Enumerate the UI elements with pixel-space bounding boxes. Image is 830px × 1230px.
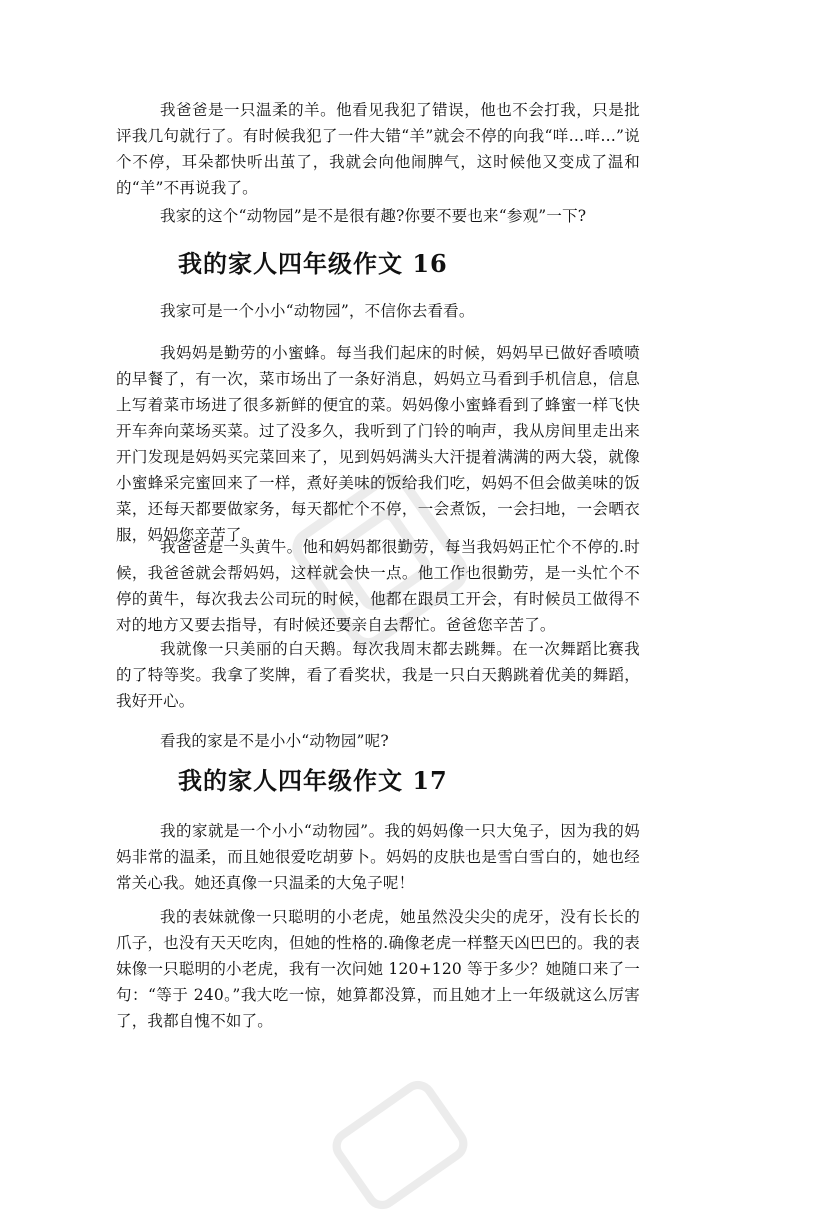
paragraph-intro-16: 我家可是一个小小“动物园”，不信你去看看。 (160, 302, 475, 320)
paragraph-mother-bee: 我妈妈是勤劳的小蜜蜂。每当我们起床的时候，妈妈早已做好香喷喷的早餐了，有一次，菜市场出了一条好消息，妈妈立马看到手机信息，信息上写着菜市场进了很多新鲜的便宜的菜。妈妈像小蜜蜂看到了蜂蜜一样飞快开车奔向菜场买菜。过了没多久，我听到了门铃的响声，我从房间里走出来开门发现是妈妈买完菜回来了，见到妈妈满头大汗提着满满的两大袋，就像小蜜蜂采完蜜回来了一样，煮好美味的饭给我们吃，妈妈不但会做美味的饭菜，还每天都要做家务，每天都忙个不停，一会煮饭，一会扫地，一会晒衣服，妈妈您辛苦了。 (116, 344, 640, 544)
paragraph-mother-rabbit: 我的家就是一个小小“动物园”。我的妈妈像一只大兔子，因为我的妈妈非常的温柔，而且她很爱吃胡萝卜。妈妈的皮肤也是雪白雪白的，她也经常关心我。她还真像一只温柔的大兔子呢！ (116, 822, 640, 892)
paragraph-me-swan: 我就像一只美丽的白天鹅。每次我周末都去跳舞。在一次舞蹈比赛我的了特等奖。我拿了奖牌，看了看奖状，我是一只白天鹅跳着优美的舞蹈，我好开心。 (116, 640, 640, 710)
paragraph-zoo-question: 我家的这个“动物园”是不是很有趣?你要不要也来“参观”一下? (160, 207, 587, 225)
paragraph-cousin-tiger: 我的表妹就像一只聪明的小老虎，她虽然没尖尖的虎牙，没有长长的爪子，也没有天天吃肉，但她的性格的.确像老虎一样整天凶巴巴的。我的表妹像一只聪明的小老虎，我有一次问她 120+120 等于多少？她随口来了一句：“等于 240。”我大吃一惊，她算都没算，而且她才上一年级就这么厉害了，我都自愧不如了。 (116, 908, 640, 1030)
essay-heading-17: 我的家人四年级作文 17 (178, 766, 448, 795)
paragraph-zoo-ending: 看我的家是不是小小“动物园”呢? (160, 732, 389, 750)
essay-heading-16: 我的家人四年级作文 16 (178, 249, 448, 278)
paragraph-father-ox: 我爸爸是一头黄牛。他和妈妈都很勤劳，每当我妈妈正忙个不停的.时候，我爸爸就会帮妈妈，这样就会快一点。他工作也很勤劳，是一头忙个不停的黄牛，每次我去公司玩的时候，他都在跟员工开会，有时候员工做得不对的地方又要去指导，有时候还要亲自去帮忙。爸爸您辛苦了。 (116, 538, 640, 634)
paragraph-father-sheep: 我爸爸是一只温柔的羊。他看见我犯了错误，他也不会打我，只是批评我几句就行了。有时候我犯了一件大错“羊”就会不停的向我“咩…咩…”说个不停，耳朵都快听出茧了，我就会向他闹脾气，这时候他又变成了温和的“羊”不再说我了。 (116, 101, 640, 197)
